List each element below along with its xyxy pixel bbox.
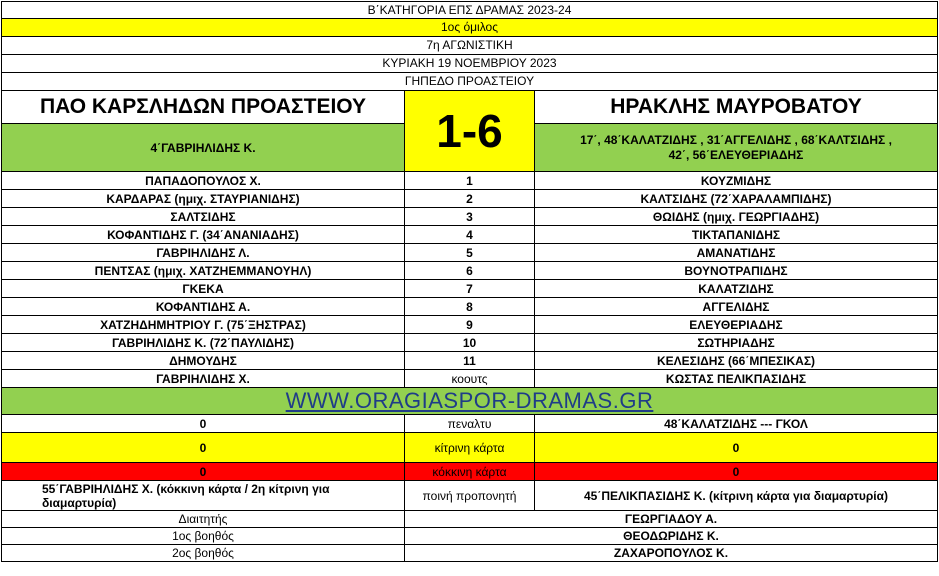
away-player: ΚΟΥΖΜΙΔΗΣ [700,173,772,188]
home-player: ΚΑΡΔΑΡΑΣ (ημιχ. ΣΤΑΥΡΙΑΝΙΔΗΣ) [2,190,405,207]
home-penalty: 0 [2,415,405,432]
home-player: ΠΑΠΑΔΟΠΟΥΛΟΣ Χ. [2,172,405,189]
shirt-number: 2 [405,190,535,207]
shirt-number: 10 [405,334,535,351]
away-player: ΣΩΤΗΡΙΑΔΗΣ [697,335,775,350]
home-player: ΓΑΒΡΙΗΛΙΔΗΣ Κ. (72΄ΠΑΥΛΙΔΗΣ) [2,334,405,351]
away-team-name: ΗΡΑΚΛΗΣ ΜΑΥΡΟΒΑΤΟΥ [535,91,937,124]
coach-penalty-label: ποινή προπονητή [405,481,535,510]
coach-row [1,370,938,388]
away-player: ΘΩΙΔΗΣ (ημιχ. ΓΕΩΡΓΙΑΔΗΣ) [652,209,820,224]
assistant-1-label: 1ος βοηθός [2,528,405,544]
date-row [1,55,938,73]
table-row [1,190,938,208]
home-player: ΧΑΤΖΗΔΗΜΗΤΡΙΟΥ Γ. (75΄ΞΗΣΤΡΑΣ) [2,316,405,333]
penalty-label: πεναλτυ [405,415,535,432]
yellow-card-row [1,433,938,463]
home-yellow-cards: 0 [2,433,405,462]
home-player: ΔΗΜΟΥΔΗΣ [2,352,405,369]
assistant-1-row [1,528,938,545]
away-red-cards: 0 [732,464,740,479]
yellow-card-label: κίτρινη κάρτα [405,433,535,462]
away-player: ΕΛΕΥΘΕΡΙΑΔΗΣ [689,317,783,332]
home-coach-penalty-line-2: διαμαρτυρία) [42,495,117,510]
match-date: ΚΥΡΙΑΚΗ 19 ΝΟΕΜΒΡΙΟΥ 2023 [382,56,557,70]
home-red-cards: 0 [2,463,405,480]
home-coach: ΓΑΒΡΙΗΛΙΔΗΣ Χ. [2,370,405,387]
league-title: Β΄ΚΑΤΗΓΟΡΙΑ ΕΠΣ ΔΡΑΜΑΣ 2023-24 [367,3,572,17]
away-player: ΤΙΚΤΑΠΑΝΙΔΗΣ [691,227,781,242]
home-coach-penalty-line-1: 55΄ΓΑΒΡΙΗΛΙΔΗΣ Χ. (κόκκινη κάρτα / 2η κίτρινη για [42,481,330,496]
home-team-name: ΠΑΟ ΚΑΡΣΛΗΔΩΝ ΠΡΟΑΣΤΕΙΟΥ [2,91,404,124]
score-block [1,91,938,172]
red-card-label: κόκκινη κάρτα [405,463,535,480]
table-row [1,244,938,262]
away-player: ΚΕΛΕΣΙΔΗΣ (66΄ΜΠΕΣΙΚΑΣ) [656,353,816,368]
assistant-1-name: ΘΕΟΔΩΡΙΔΗΣ Κ. [623,529,719,543]
away-scorers-line-1: 17΄, 48΄ΚΑΛΑΤΖΙΔΗΣ , 31΄ΑΓΓΕΛΙΔΗΣ , 68΄ΚΑΛΤΣΙΔΗΣ , [580,132,892,147]
away-player: ΑΜΑΝΑΤΙΔΗΣ [696,245,776,260]
group-label: 1ος όμιλος [441,20,498,34]
league-row [1,1,938,19]
table-row [1,208,938,226]
referee-row [1,511,938,528]
shirt-number: 6 [405,262,535,279]
table-row [1,172,938,190]
lineup-table [1,172,938,388]
table-row [1,298,938,316]
table-row [1,280,938,298]
shirt-number: 7 [405,280,535,297]
red-card-row [1,463,938,481]
away-player: ΚΑΛΤΣΙΔΗΣ (72΄ΧΑΡΑΛΑΜΠΙΔΗΣ) [640,191,832,206]
assistant-2-row [1,545,938,562]
venue-row [1,73,938,91]
final-score: 1-6 [405,91,535,171]
home-player: ΠΕΝΤΣΑΣ (ημιχ. ΧΑΤΖΗΕΜΜΑΝΟΥΗΛ) [2,262,405,279]
home-coach-penalty [2,481,405,510]
website-link[interactable]: WWW.ORAGIASPOR-DRAMAS.GR [285,388,654,413]
website-banner [1,388,938,415]
away-scorers-line-2: 42΄, 56΄ΕΛΕΥΘΕΡΙΑΔΗΣ [668,147,804,162]
round-label: 7η ΑΓΩΝΙΣΤΙΚΗ [426,38,513,52]
venue-label: ΓΗΠΕΔΟ ΠΡΟΑΣΤΕΙΟΥ [404,74,535,88]
group-row [1,19,938,37]
home-player: ΚΟΦΑΝΤΙΔΗΣ Γ. (34΄ΑΝΑΝΙΑΔΗΣ) [2,226,405,243]
shirt-number: 11 [405,352,535,369]
away-penalty: 48΄ΚΑΛΑΤΖΙΔΗΣ --- ΓΚΟΛ [664,416,808,431]
home-scorers: 4΄ΓΑΒΡΙΗΛΙΔΗΣ Κ. [2,124,404,171]
away-player: ΑΓΓΕΛΙΔΗΣ [702,299,770,314]
coach-label: κοουτς [405,370,535,387]
shirt-number: 4 [405,226,535,243]
referee-label: Διαιτητής [2,511,405,527]
away-yellow-cards: 0 [732,440,740,455]
penalty-row [1,415,938,433]
away-coach-penalty: 45΄ΠΕΛΙΚΠΑΣΙΔΗΣ Κ. (κίτρινη κάρτα για διαμαρτυρία) [584,488,888,503]
assistant-2-name: ΖΑΧΑΡΟΠΟΥΛΟΣ Κ. [613,546,729,560]
match-report-table [1,1,938,562]
shirt-number: 8 [405,298,535,315]
home-player: ΚΟΦΑΝΤΙΔΗΣ Α. [2,298,405,315]
assistant-2-label: 2ος βοηθός [2,545,405,561]
referee-name: ΓΕΩΡΓΙΑΔΟΥ Α. [624,512,718,526]
home-player: ΓΑΒΡΙΗΛΙΔΗΣ Λ. [2,244,405,261]
shirt-number: 3 [405,208,535,225]
away-coach: ΚΩΣΤΑΣ ΠΕΛΙΚΠΑΣΙΔΗΣ [665,371,807,386]
round-row [1,37,938,55]
home-player: ΓΚΕΚΑ [2,280,405,297]
shirt-number: 9 [405,316,535,333]
shirt-number: 5 [405,244,535,261]
home-player: ΣΑΛΤΣΙΔΗΣ [2,208,405,225]
table-row [1,226,938,244]
table-row [1,334,938,352]
away-player: ΚΑΛΑΤΖΙΔΗΣ [698,281,774,296]
coach-penalty-row [1,481,938,511]
shirt-number: 1 [405,172,535,189]
table-row [1,316,938,334]
away-player: ΒΟΥΝΟΤΡΑΠΙΔΗΣ [684,263,788,278]
table-row [1,352,938,370]
table-row [1,262,938,280]
away-scorers [535,124,937,171]
